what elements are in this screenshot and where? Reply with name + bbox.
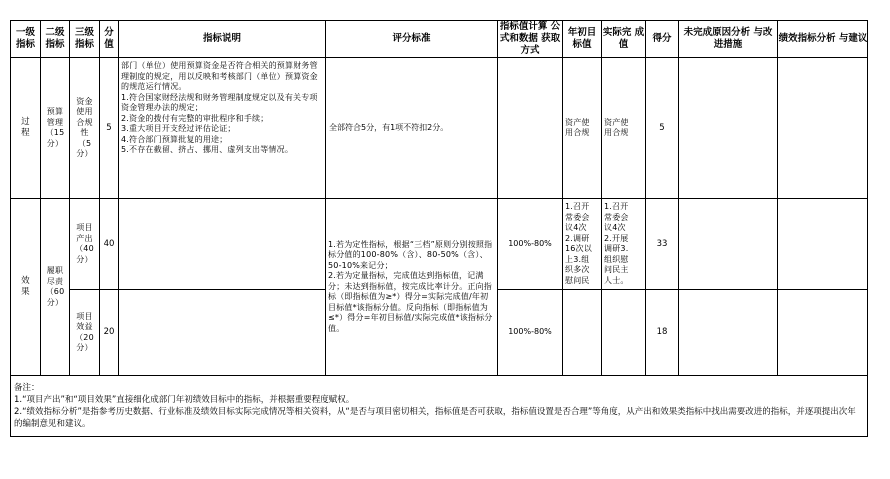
process-level1: 过 程 xyxy=(11,58,41,199)
process-initial-target: 资产使 用合规 xyxy=(563,58,602,199)
process-level3: 资金 使用 合规 性 （5 分） xyxy=(70,58,100,199)
header-analysis: 绩效指标分析 与建议 xyxy=(778,21,868,58)
effect-output-level3: 项目 产出 （40 分） xyxy=(70,199,100,290)
effect-benefit-reason xyxy=(679,290,778,376)
process-actual-value: 资产使 用合规 xyxy=(602,58,646,199)
process-criteria: 全部符合5分，有1项不符扣2分。 xyxy=(326,58,498,199)
effect-output-reason xyxy=(679,199,778,290)
effect-benefit-actual-value xyxy=(602,290,646,376)
effect-level1: 效 果 xyxy=(11,199,41,376)
header-initial-target: 年初目 标值 xyxy=(563,21,602,58)
effect-benefit-formula: 100%-80% xyxy=(498,290,563,376)
effect-benefit-score: 20 xyxy=(100,290,119,376)
header-description: 指标说明 xyxy=(119,21,326,58)
header-formula: 指标值计算 公式和数据 获取方式 xyxy=(498,21,563,58)
effect-benefit-analysis xyxy=(778,290,868,376)
effect-benefit-score-got: 18 xyxy=(646,290,679,376)
process-reason xyxy=(679,58,778,199)
effect-output-score: 40 xyxy=(100,199,119,290)
effect-output-score-got: 33 xyxy=(646,199,679,290)
effect-criteria: 1.若为定性指标，根据“三档”原则分别按照指标分值的100-80%（含）、80-50%（含）、50-10%来记分； 2.若为定量指标，完成值达到指标值，记满分；未达到指标值，按完成比率计分。正向指标（即指标值为≥*）得分=实际完成值/年初目标值*该指标分值。反向指标（即指标值为≤*）得分=年初目标值/实际完成值*该指标分值。 xyxy=(326,199,498,376)
header-level2: 二级 指标 xyxy=(41,21,70,58)
process-score: 5 xyxy=(100,58,119,199)
effect-benefit-initial-target xyxy=(563,290,602,376)
process-score-got: 5 xyxy=(646,58,679,199)
header-actual-value: 实际完 成值 xyxy=(602,21,646,58)
process-formula xyxy=(498,58,563,199)
effect-output-analysis xyxy=(778,199,868,290)
header-level3: 三级 指标 xyxy=(70,21,100,58)
performance-table xyxy=(10,20,868,437)
header-reason: 未完成原因分析 与改进措施 xyxy=(679,21,778,58)
header-level1: 一级 指标 xyxy=(11,21,41,58)
effect-benefit-description xyxy=(119,290,326,376)
header-score-got: 得分 xyxy=(646,21,679,58)
effect-output-initial-target: 1.召开 常委会 议4次 2.调研 16次以 上3.组 织多次 慰问民 xyxy=(563,199,602,290)
effect-output-description xyxy=(119,199,326,290)
process-description: 部门（单位）使用预算资金是否符合相关的预算财务管理制度的规定，用以反映和考核部门（单位）预算资金的规范运行情况。 1.符合国家财经法规和财务管理制度规定以及有关专项资金管理办法的规定； 2.资金的拨付有完整的审批程序和手续； 3.重大项目开支经过评估论证； 4.符合部门预算批复的用途； 5.不存在截留、挤占、挪用、虚列支出等情况。 xyxy=(119,58,326,199)
process-level2: 预算 管理 （15 分） xyxy=(41,58,70,199)
effect-benefit-level3: 项目 效益 （20 分） xyxy=(70,290,100,376)
header-score: 分 值 xyxy=(100,21,119,58)
effect-output-actual-value: 1.召开 常委会 议4次 2.开展 调研3. 组织慰 问民主 人士。 xyxy=(602,199,646,290)
process-analysis xyxy=(778,58,868,199)
table-notes: 备注： 1.“项目产出”和“项目效果”直接细化成部门年初绩效目标中的指标，并根据重要程度赋权。 2.“绩效指标分析”是指参考历史数据、行业标准及绩效目标实际完成情况等相关资料，从“是否与项目密切相关，指标值是否可获取，指标值设置是否合理”等角度，从产出和效果类指标中找出需要改进的指标，并逐项提出次年的编制意见和建议。 xyxy=(14,383,856,429)
header-criteria: 评分标准 xyxy=(326,21,498,58)
effect-output-formula: 100%-80% xyxy=(498,199,563,290)
effect-level2: 履职 尽责 （60 分） xyxy=(41,199,70,376)
